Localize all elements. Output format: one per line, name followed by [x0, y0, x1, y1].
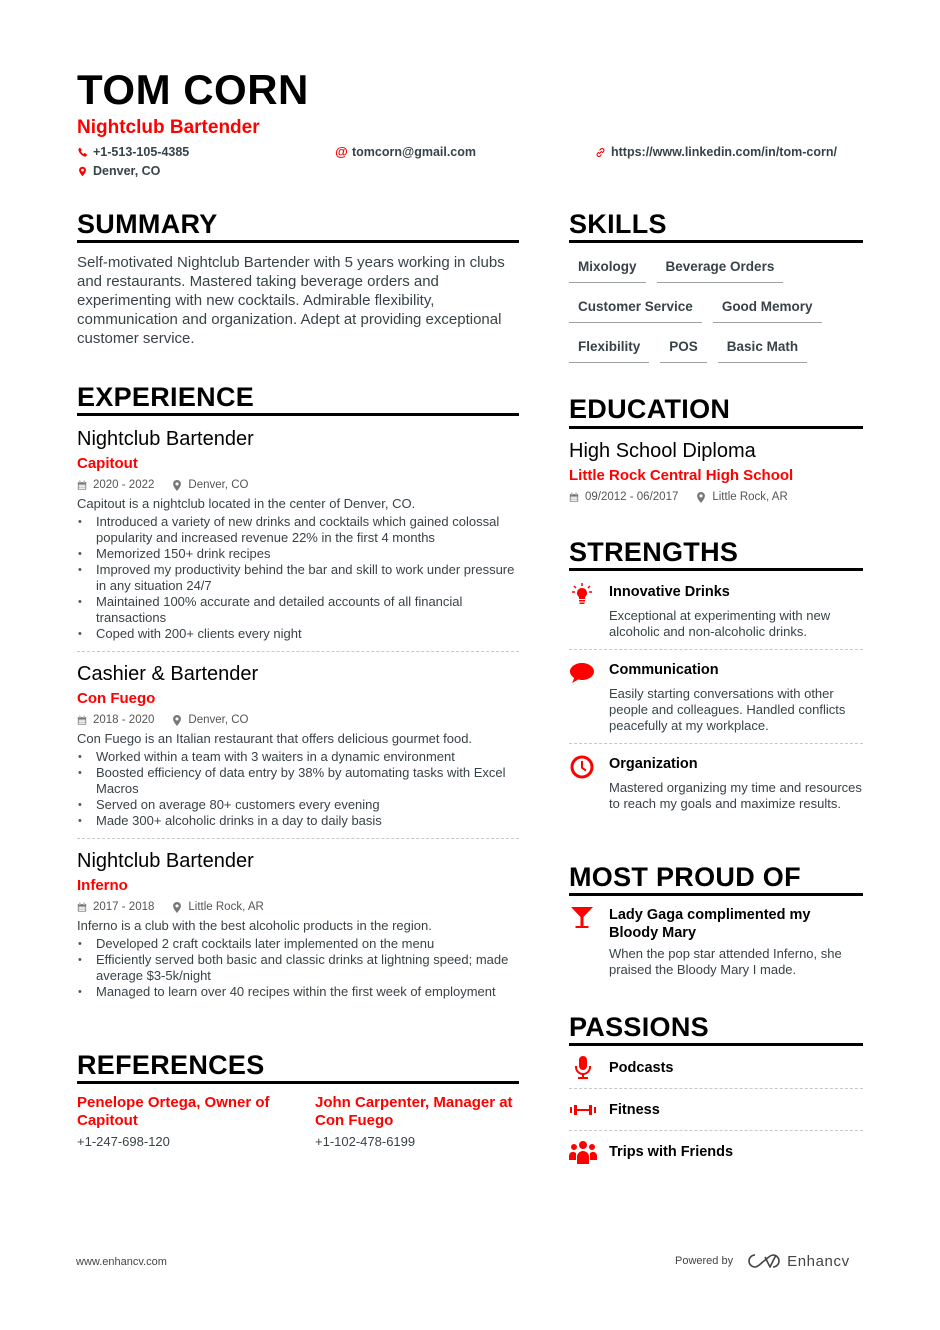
achievement-item: • Worked within a team with 3 waiters in a dynamic environment [77, 749, 519, 765]
phone-icon [77, 146, 88, 158]
location-text: Denver, CO [93, 164, 161, 178]
map-pin-icon [172, 902, 182, 913]
achievement-list [77, 936, 519, 1000]
speech-bubble-icon [569, 661, 595, 685]
achievement-item: • Memorized 150+ drink recipes [77, 546, 519, 562]
company-name: Con Fuego [77, 690, 156, 707]
references-divider [77, 1081, 519, 1084]
company-description: Inferno is a club with the best alcoholic products in the region. [77, 918, 432, 933]
achievement-item: • Efficiently served both basic and classic drinks at lightning speed; made average $3-5k/night [77, 952, 519, 984]
degree-title: High School Diploma [569, 440, 756, 462]
passion-label: Podcasts [609, 1060, 674, 1076]
education-heading: EDUCATION [569, 394, 731, 424]
enhancv-logo[interactable] [747, 1252, 850, 1270]
achievement-item: • Served on average 80+ customers every evening [77, 797, 519, 813]
skills-heading: SKILLS [569, 209, 667, 239]
company-name: Inferno [77, 877, 128, 894]
clock-icon [569, 755, 595, 779]
passion-entry [569, 1056, 863, 1080]
entry-divider [77, 838, 519, 839]
strength-divider [569, 743, 863, 744]
skill-tag: Mixology [569, 256, 646, 283]
reference-name: Penelope Ortega, Owner of Capitout [77, 1094, 270, 1129]
skill-tag: POS [660, 336, 707, 363]
skill-tag: Flexibility [569, 336, 649, 363]
experience-divider [77, 413, 519, 416]
contact-phone [77, 144, 189, 160]
passion-label: Trips with Friends [609, 1144, 734, 1160]
skill-tag: Good Memory [713, 296, 822, 323]
map-pin-icon [172, 480, 182, 491]
company-description: Con Fuego is an Italian restaurant that offers delicious gourmet food. [77, 731, 473, 746]
achievement-item: • Boosted efficiency of data entry by 38% by automating tasks with Excel Macros [77, 765, 519, 797]
education-dates: 09/2012 - 06/2017 [585, 491, 679, 503]
experience-heading: EXPERIENCE [77, 382, 255, 412]
map-pin-icon [77, 165, 88, 177]
link-icon [595, 146, 606, 158]
passion-label: Fitness [609, 1102, 660, 1118]
passions-divider [569, 1043, 863, 1046]
experience-entry [77, 661, 519, 829]
job-dates: 2020 - 2022 [93, 479, 155, 491]
skills-list [569, 256, 863, 363]
strength-description: Easily starting conversations with other people and colleagues. Handled conflicts peacefully at my workplace. [609, 686, 846, 733]
strength-title: Innovative Drinks [609, 584, 730, 600]
job-meta [77, 898, 519, 916]
calendar-icon [77, 902, 87, 913]
reference-phone: +1-102-478-6199 [315, 1134, 416, 1149]
job-location: Denver, CO [188, 479, 249, 491]
contact-linkedin [595, 144, 837, 160]
job-meta [77, 476, 519, 494]
summary-divider [77, 240, 519, 243]
footer-website[interactable]: www.enhancv.com [76, 1256, 167, 1268]
achievement-item: • Maintained 100% accurate and detailed accounts of all financial transactions [77, 594, 519, 626]
skills-divider [569, 240, 863, 243]
education-location: Little Rock, AR [712, 491, 788, 503]
summary-heading: SUMMARY [77, 209, 218, 239]
passions-heading: PASSIONS [569, 1012, 709, 1042]
calendar-icon [77, 480, 87, 491]
microphone-icon [569, 1056, 597, 1080]
job-dates: 2018 - 2020 [93, 714, 155, 726]
company-name: Capitout [77, 455, 138, 472]
education-divider [569, 426, 863, 429]
reference-name: John Carpenter, Manager at Con Fuego [315, 1094, 513, 1129]
company-description: Capitout is a nightclub located in the center of Denver, CO. [77, 496, 416, 511]
job-title: Cashier & Bartender [77, 663, 259, 685]
strength-title: Organization [609, 756, 698, 772]
experience-entry [77, 848, 519, 1000]
lightbulb-icon [569, 583, 595, 607]
job-location: Denver, CO [188, 714, 249, 726]
calendar-icon [77, 715, 87, 726]
passion-entry [569, 1140, 863, 1164]
references-heading: REFERENCES [77, 1050, 265, 1080]
skill-tag: Basic Math [718, 336, 807, 363]
enhancv-logo-icon [747, 1252, 781, 1270]
proud-divider [569, 893, 863, 896]
email-link[interactable]: tomcorn@gmail.com [352, 145, 477, 159]
achievement-list [77, 514, 519, 642]
strengths-divider [569, 568, 863, 571]
education-meta [569, 488, 806, 506]
proud-heading: MOST PROUD OF [569, 862, 801, 892]
contact-location [77, 163, 160, 179]
job-meta [77, 711, 519, 729]
passion-divider [569, 1130, 863, 1131]
strength-description: Exceptional at experimenting with new alcoholic and non-alcoholic drinks. [609, 608, 831, 639]
strength-description: Mastered organizing my time and resources to reach my goals and maximize results. [609, 780, 862, 811]
candidate-name: TOM CORN [77, 66, 309, 113]
group-icon [569, 1140, 597, 1164]
summary-text: Self-motivated Nightclub Bartender with 5 years working in clubs and restaurants. Mastered taking beverage orders and experimenting with new cocktails. Admirable flexibility, communication and organization. Adept at providing exceptional customer service. [77, 254, 505, 347]
school-name: Little Rock Central High School [569, 467, 794, 484]
dumbbell-icon [569, 1098, 597, 1122]
resume-page [77, 0, 863, 1330]
reference-phone: +1-247-698-120 [77, 1134, 170, 1149]
skill-tag: Beverage Orders [657, 256, 784, 283]
achievement-item: • Made 300+ alcoholic drinks in a day to daily basis [77, 813, 519, 829]
phone-number[interactable]: +1-513-105-4385 [93, 145, 190, 159]
achievement-item: • Developed 2 craft cocktails later implemented on the menu [77, 936, 519, 952]
reference-entry [315, 1094, 520, 1150]
achievement-list [77, 749, 519, 829]
strength-divider [569, 649, 863, 650]
experience-entry [77, 426, 519, 642]
achievement-title: Lady Gaga complimented my Bloody Mary [609, 907, 811, 941]
contact-email [336, 144, 476, 160]
skill-tag: Customer Service [569, 296, 702, 323]
achievement-item: • Introduced a variety of new drinks and cocktails which gained colossal popularity and increased revenue 22% in the first 4 months [77, 514, 519, 546]
map-pin-icon [172, 715, 182, 726]
passion-entry [569, 1098, 863, 1122]
powered-by-label: Powered by [675, 1255, 734, 1267]
strengths-heading: STRENGTHS [569, 537, 739, 567]
brand-name: Enhancv [787, 1252, 850, 1270]
passion-divider [569, 1088, 863, 1089]
strength-title: Communication [609, 662, 719, 678]
job-title: Nightclub Bartender [77, 428, 254, 450]
achievement-item: • Improved my productivity behind the bar and skill to work under pressure in any situation 24/7 [77, 562, 519, 594]
reference-entry [77, 1094, 282, 1150]
job-title: Nightclub Bartender [77, 850, 254, 872]
achievement-item: • Managed to learn over 40 recipes within the first week of employment [77, 984, 519, 1000]
job-dates: 2017 - 2018 [93, 901, 155, 913]
achievement-item: • Coped with 200+ clients every night [77, 626, 519, 642]
job-location: Little Rock, AR [188, 901, 264, 913]
entry-divider [77, 651, 519, 652]
at-icon: @ [335, 144, 348, 159]
footer-branding [675, 1252, 850, 1270]
cocktail-glass-icon [569, 906, 595, 930]
linkedin-link[interactable]: https://www.linkedin.com/in/tom-corn/ [611, 145, 837, 159]
calendar-icon [569, 492, 579, 503]
candidate-role: Nightclub Bartender [77, 117, 260, 138]
map-pin-icon [696, 492, 706, 503]
achievement-description: When the pop star attended Inferno, she praised the Bloody Mary I made. [609, 946, 842, 977]
